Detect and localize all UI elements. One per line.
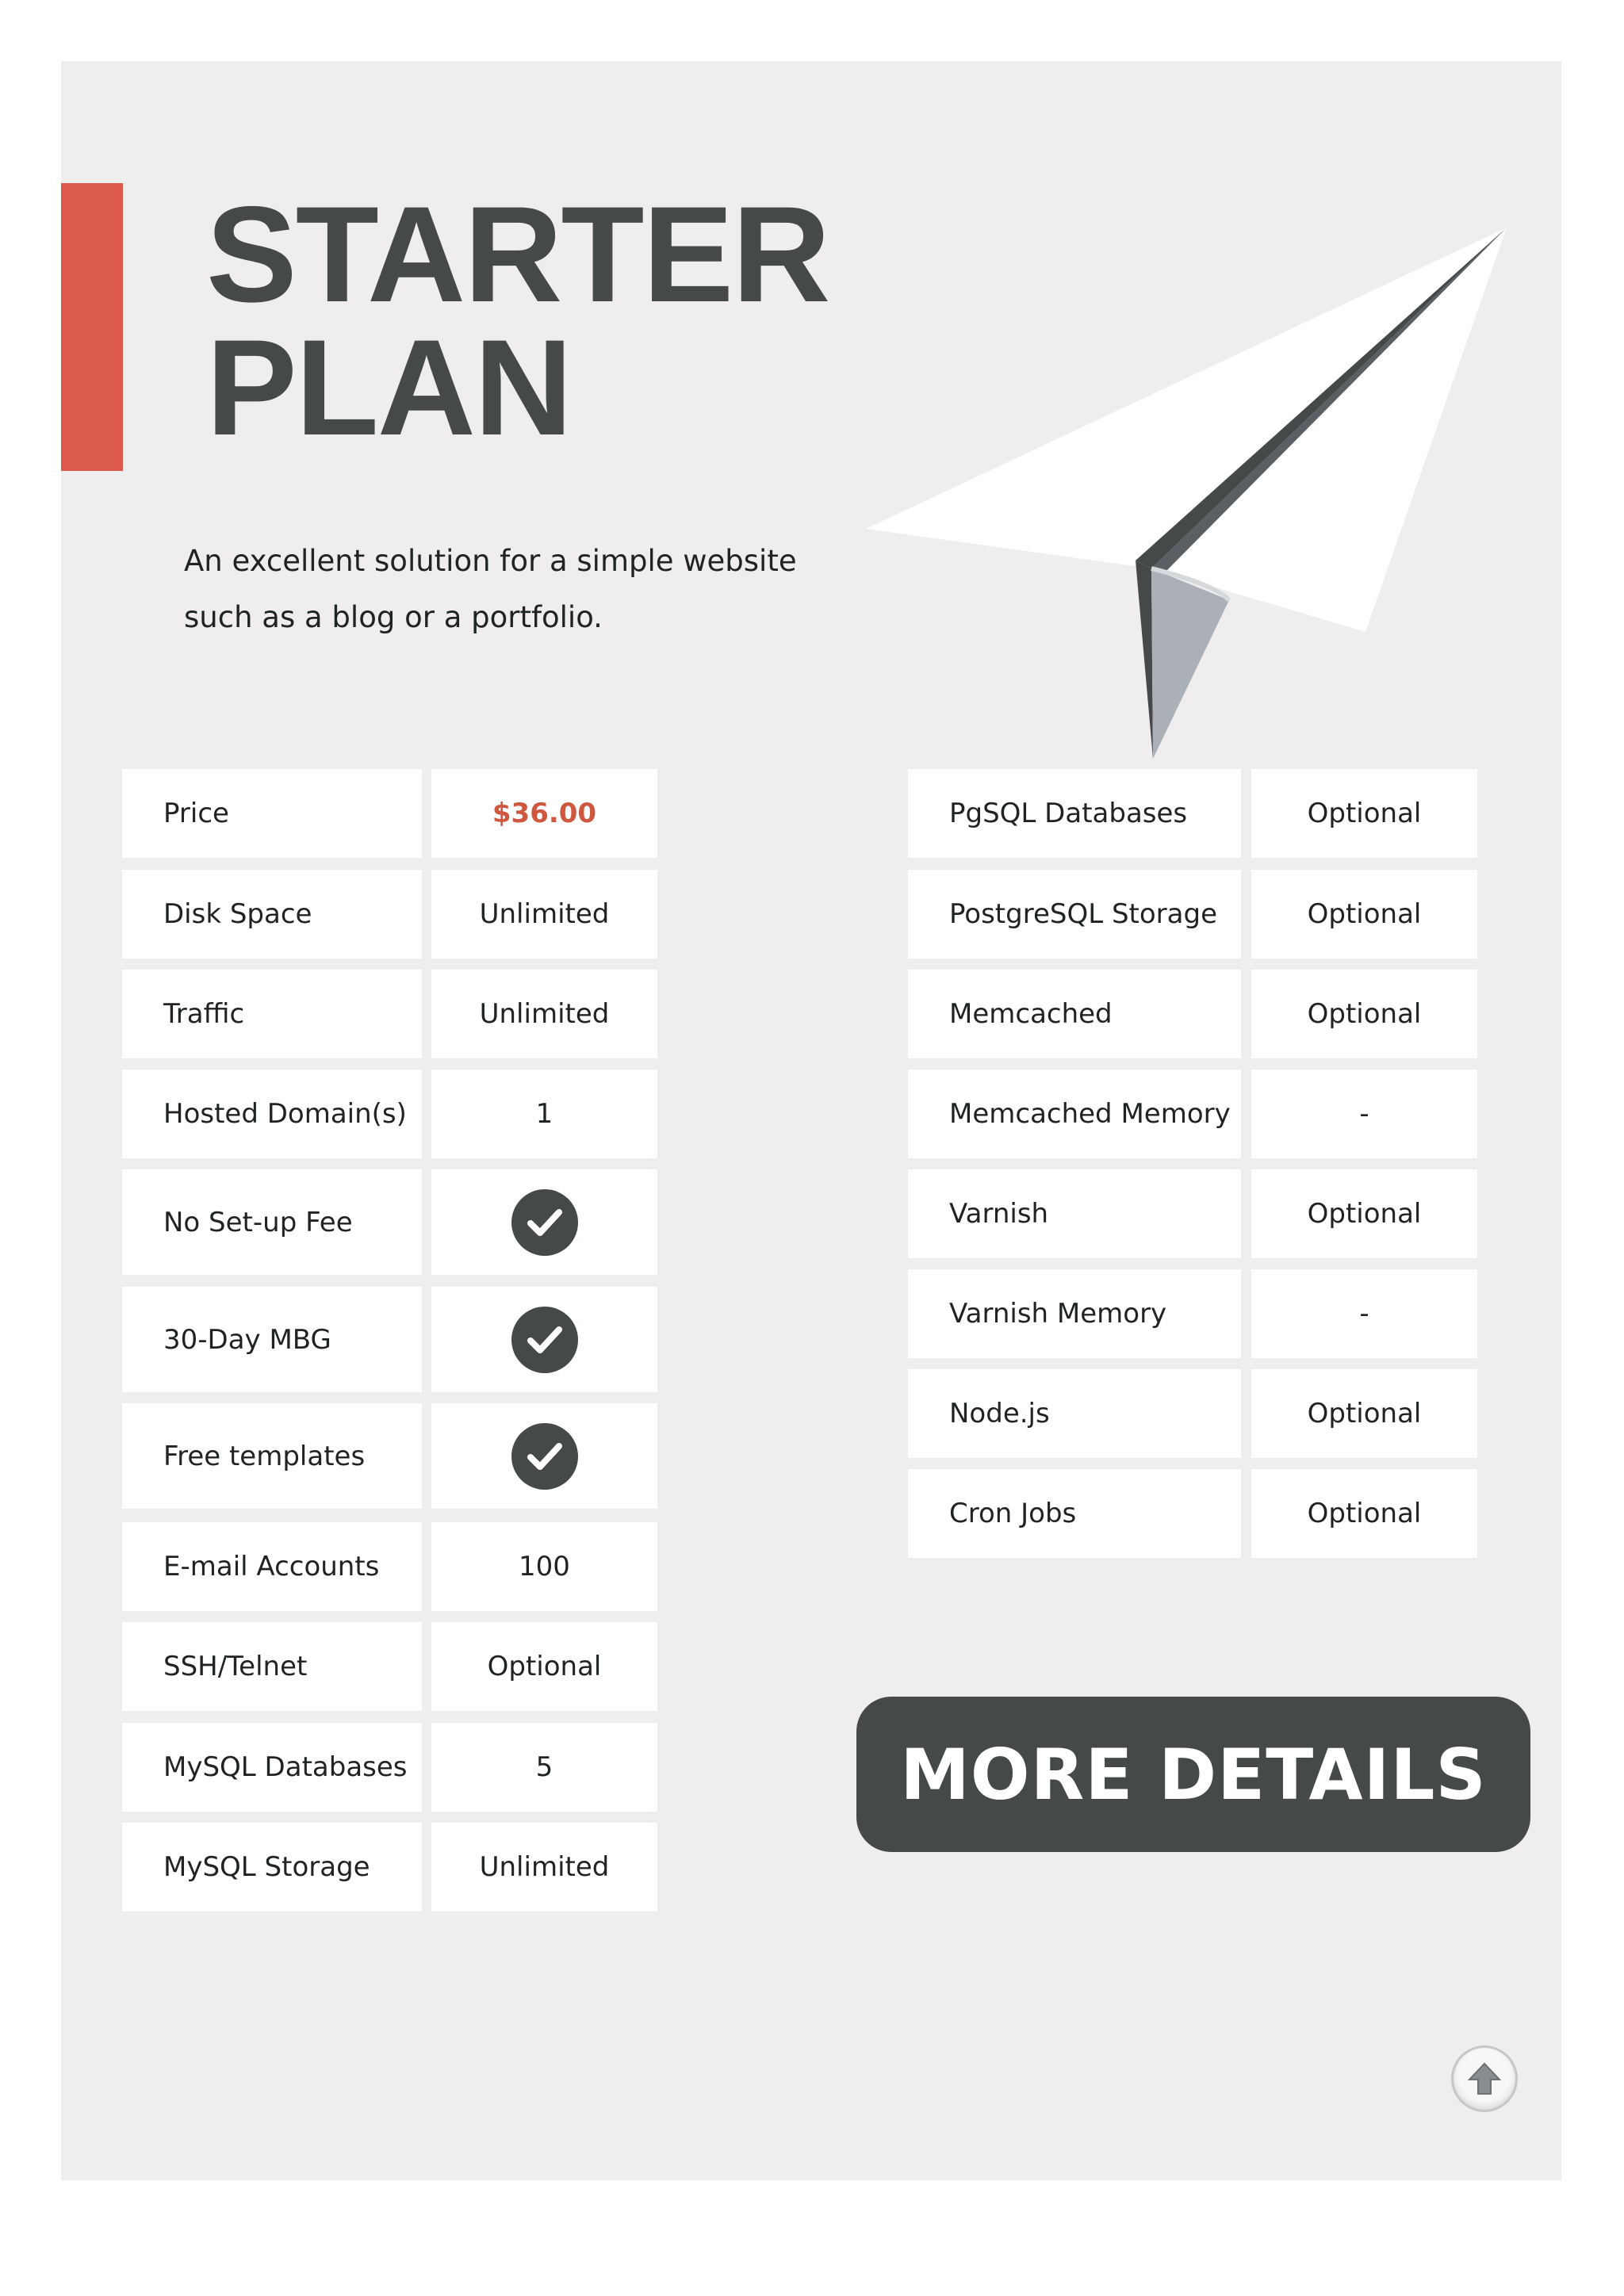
feature-label: Hosted Domain(s)	[122, 1070, 422, 1158]
checkmark-icon	[511, 1307, 578, 1373]
feature-label: Memcached	[908, 970, 1241, 1058]
table-row	[122, 970, 657, 1058]
feature-label: PgSQL Databases	[908, 769, 1241, 858]
description-line-2: such as a blog or a portfolio.	[184, 600, 603, 634]
price-value: $36.00	[431, 769, 657, 858]
feature-value: Optional	[1251, 970, 1477, 1058]
arrow-up-icon	[1466, 2061, 1503, 2097]
table-row	[122, 769, 657, 858]
feature-value	[431, 1287, 657, 1392]
feature-value	[431, 1403, 657, 1509]
table-row	[908, 769, 1477, 858]
feature-value: Optional	[1251, 769, 1477, 858]
feature-value: Optional	[431, 1622, 657, 1711]
feature-value	[431, 1169, 657, 1275]
feature-value: Unlimited	[431, 1823, 657, 1911]
table-row	[122, 1823, 657, 1911]
feature-value: 5	[431, 1723, 657, 1812]
feature-value: Optional	[1251, 1169, 1477, 1258]
feature-label: Varnish	[908, 1169, 1241, 1258]
table-row	[122, 1169, 657, 1275]
scroll-to-top-button[interactable]	[1454, 2048, 1515, 2110]
table-row	[122, 1622, 657, 1711]
feature-label: SSH/Telnet	[122, 1622, 422, 1711]
table-row	[122, 1287, 657, 1392]
accent-bar	[61, 183, 123, 471]
feature-label: MySQL Databases	[122, 1723, 422, 1812]
feature-value: -	[1251, 1070, 1477, 1158]
feature-label: Price	[122, 769, 422, 858]
more-details-button[interactable]: MORE DETAILS	[856, 1697, 1530, 1852]
feature-label: Disk Space	[122, 870, 422, 959]
table-row	[908, 1070, 1477, 1158]
feature-value: Unlimited	[431, 870, 657, 959]
plan-card	[61, 61, 1561, 2180]
table-row	[908, 1469, 1477, 1558]
table-row	[122, 1522, 657, 1611]
feature-label: Traffic	[122, 970, 422, 1058]
feature-value: 100	[431, 1522, 657, 1611]
checkmark-icon	[511, 1189, 578, 1256]
checkmark-icon	[511, 1423, 578, 1490]
table-row	[122, 870, 657, 959]
feature-label: No Set-up Fee	[122, 1169, 422, 1275]
feature-label: Cron Jobs	[908, 1469, 1241, 1558]
feature-label: MySQL Storage	[122, 1823, 422, 1911]
title-line-1: STARTER	[206, 178, 829, 331]
table-row	[122, 1403, 657, 1509]
table-row	[908, 1369, 1477, 1458]
page-title	[206, 178, 829, 464]
feature-value: Optional	[1251, 1469, 1477, 1558]
feature-value: Unlimited	[431, 970, 657, 1058]
feature-label: E-mail Accounts	[122, 1522, 422, 1611]
feature-value: Optional	[1251, 1369, 1477, 1458]
table-row	[908, 870, 1477, 959]
feature-label: 30-Day MBG	[122, 1287, 422, 1392]
feature-label: PostgreSQL Storage	[908, 870, 1241, 959]
plan-description	[184, 533, 882, 645]
feature-value: Optional	[1251, 870, 1477, 959]
feature-label: Memcached Memory	[908, 1070, 1241, 1158]
paper-plane-icon	[866, 156, 1564, 790]
table-row	[122, 1723, 657, 1812]
table-row	[908, 970, 1477, 1058]
feature-label: Varnish Memory	[908, 1269, 1241, 1358]
table-row	[122, 1070, 657, 1158]
feature-label: Free templates	[122, 1403, 422, 1509]
feature-value: -	[1251, 1269, 1477, 1358]
feature-label: Node.js	[908, 1369, 1241, 1458]
title-line-2: PLAN	[206, 312, 572, 464]
description-line-1: An excellent solution for a simple website	[184, 544, 797, 578]
table-row	[908, 1169, 1477, 1258]
table-row	[908, 1269, 1477, 1358]
feature-value: 1	[431, 1070, 657, 1158]
